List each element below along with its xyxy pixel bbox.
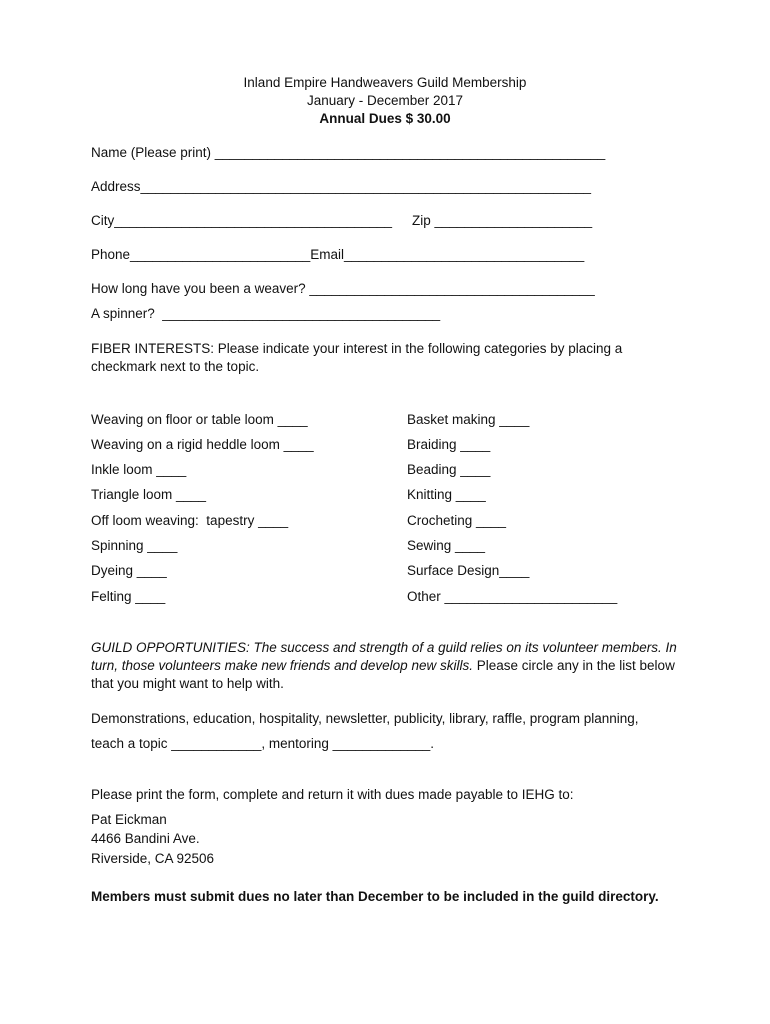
fiber-item-right[interactable]: Basket making ____ xyxy=(407,412,530,427)
address-field[interactable]: Address____________________________________________________________ xyxy=(91,179,592,194)
fiber-item-right[interactable]: Crocheting ____ xyxy=(407,513,507,528)
form-period: January - December 2017 xyxy=(306,93,464,108)
fiber-item-left[interactable]: Inkle loom ____ xyxy=(91,462,187,477)
fiber-item-left[interactable]: Off loom weaving: tapestry ____ xyxy=(91,513,289,528)
fiber-item-left[interactable]: Triangle loom ____ xyxy=(91,487,207,502)
guild-opportunities-italic: GUILD OPPORTUNITIES: The success and strength of a guild relies on its volunteer members. In turn, those volunteers make new friends and develop new skills. xyxy=(91,640,677,673)
mailing-name: Pat Eickman xyxy=(91,812,167,827)
dues-deadline-note: Members must submit dues no later than December to be included in the guild directory. xyxy=(91,889,659,904)
form-title: Inland Empire Handweavers Guild Membership xyxy=(243,75,527,90)
annual-dues: Annual Dues $ 30.00 xyxy=(319,111,451,126)
volunteer-list-line2[interactable]: teach a topic ____________, mentoring _____________. xyxy=(91,736,435,751)
spinner-field[interactable]: A spinner? _____________________________________ xyxy=(91,306,441,321)
guild-opportunities-paragraph xyxy=(91,639,686,693)
weaver-duration-field[interactable]: How long have you been a weaver? ______________________________________ xyxy=(91,281,595,296)
city-field[interactable]: City_____________________________________ xyxy=(91,213,393,228)
fiber-item-left[interactable]: Felting ____ xyxy=(91,589,166,604)
name-field[interactable]: Name (Please print) ____________________________________________________ xyxy=(91,145,606,160)
fiber-item-left[interactable]: Weaving on a rigid heddle loom ____ xyxy=(91,437,314,452)
guild-opportunities-plain: Please circle any in the list below that you might want to help with. xyxy=(91,658,675,691)
fiber-item-right[interactable]: Other _______________________ xyxy=(407,589,618,604)
fiber-item-right[interactable]: Knitting ____ xyxy=(407,487,486,502)
fiber-item-right[interactable]: Surface Design____ xyxy=(407,563,530,578)
fiber-item-right[interactable]: Beading ____ xyxy=(407,462,491,477)
mailing-instruction: Please print the form, complete and return it with dues made payable to IEHG to: xyxy=(91,787,574,802)
volunteer-list-line1: Demonstrations, education, hospitality, newsletter, publicity, library, raffle, program planning, xyxy=(91,711,639,726)
mailing-city: Riverside, CA 92506 xyxy=(91,851,215,866)
fiber-item-left[interactable]: Dyeing ____ xyxy=(91,563,167,578)
fiber-interests-intro: FIBER INTERESTS: Please indicate your interest in the following categories by placing a checkmark next to the topic. xyxy=(91,341,623,374)
mailing-street: 4466 Bandini Ave. xyxy=(91,831,200,846)
phone-email-field[interactable]: Phone________________________Email________________________________ xyxy=(91,247,585,262)
fiber-item-right[interactable]: Braiding ____ xyxy=(407,437,491,452)
fiber-item-left[interactable]: Spinning ____ xyxy=(91,538,178,553)
fiber-item-left[interactable]: Weaving on floor or table loom ____ xyxy=(91,412,308,427)
zip-field[interactable]: Zip _____________________ xyxy=(412,213,593,228)
fiber-item-right[interactable]: Sewing ____ xyxy=(407,538,486,553)
